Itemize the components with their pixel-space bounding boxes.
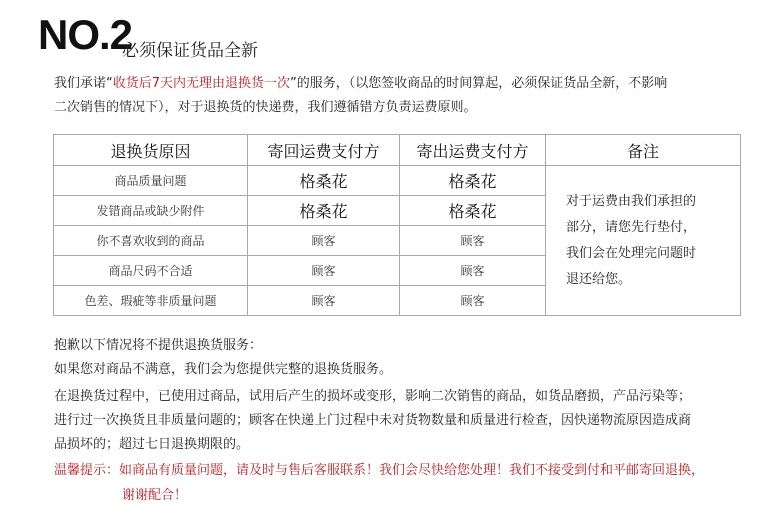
return-payer-cell: 顾客 — [248, 286, 400, 316]
send-payer-cell: 格桑花 — [400, 196, 546, 226]
note-line: 对于运费由我们承担的 — [566, 193, 697, 209]
exclusions-detail-line: 品损坏的；超过七日退换期限的。 — [54, 437, 250, 452]
return-payer-cell: 格桑花 — [248, 166, 400, 196]
note-line: 我们会在处理完问题时 — [566, 245, 697, 261]
exclusions-line1: 如果您对商品不满意，我们会为您提供完整的退换货服务。 — [54, 362, 393, 377]
promise-line1-suffix: ”的服务，（以您签收商品的时间算起，必须保证货品全新，不影响 — [290, 76, 668, 91]
return-payer-cell: 格桑花 — [248, 196, 400, 226]
promise-prefix: 我们承诺“ — [54, 76, 113, 91]
note-line: 部分，请您先行垫付， — [566, 219, 697, 235]
header-note: 备注 — [546, 135, 741, 166]
promise-line2: 二次销售的情况下），对于退换货的快递费，我们遵循错方负责运费原则。 — [54, 100, 477, 115]
warm-tip-line2: 谢谢配合！ — [122, 488, 188, 503]
reason-cell: 发错商品或缺少附件 — [54, 196, 248, 226]
promise-paragraph — [54, 72, 744, 120]
send-payer-cell: 顾客 — [400, 256, 546, 286]
exclusions-detail-line: 进行过一次换货且非质量问题的；顾客在快递上门过程中未对货物数量和质量进行检查，因快递物流原因造成商 — [54, 413, 692, 428]
warm-tip — [54, 458, 754, 508]
header-send-payer: 寄出运费支付方 — [400, 135, 546, 166]
reason-cell: 你不喜欢收到的商品 — [54, 226, 248, 256]
header-return-payer: 寄回运费支付方 — [248, 135, 400, 166]
exclusions-details — [54, 385, 754, 457]
exclusions-title: 抱歉以下情况将不提供退换货服务： — [54, 338, 263, 353]
warm-tip-line1: 温馨提示：如商品有质量问题，请及时与售后客服联系！我们会尽快给您处理！我们不接受到付和平邮寄回退换， — [54, 463, 705, 478]
reason-cell: 商品质量问题 — [54, 166, 248, 196]
promise-highlight: 收货后7天内无理由退换货一次 — [112, 76, 291, 91]
send-payer-cell: 顾客 — [400, 226, 546, 256]
header-reason: 退换货原因 — [54, 135, 248, 166]
reason-cell: 商品尺码不合适 — [54, 256, 248, 286]
note-cell — [546, 166, 741, 316]
exclusions-detail-line: 在退换货过程中，已使用过商品，试用后产生的损坏或变形，影响二次销售的商品，如货品磨损，产品污染等； — [54, 389, 692, 404]
section-title: 必须保证货品全新 — [122, 41, 258, 61]
send-payer-cell: 格桑花 — [400, 166, 546, 196]
table-header-row — [54, 135, 741, 166]
return-payer-cell: 顾客 — [248, 226, 400, 256]
note-line: 退还给您。 — [566, 271, 632, 287]
return-payer-cell: 顾客 — [248, 256, 400, 286]
section-number: NO.2 — [38, 11, 133, 58]
send-payer-cell: 顾客 — [400, 286, 546, 316]
table-row — [54, 166, 741, 196]
return-policy-table — [53, 134, 741, 316]
reason-cell: 色差、瑕疵等非质量问题 — [54, 286, 248, 316]
